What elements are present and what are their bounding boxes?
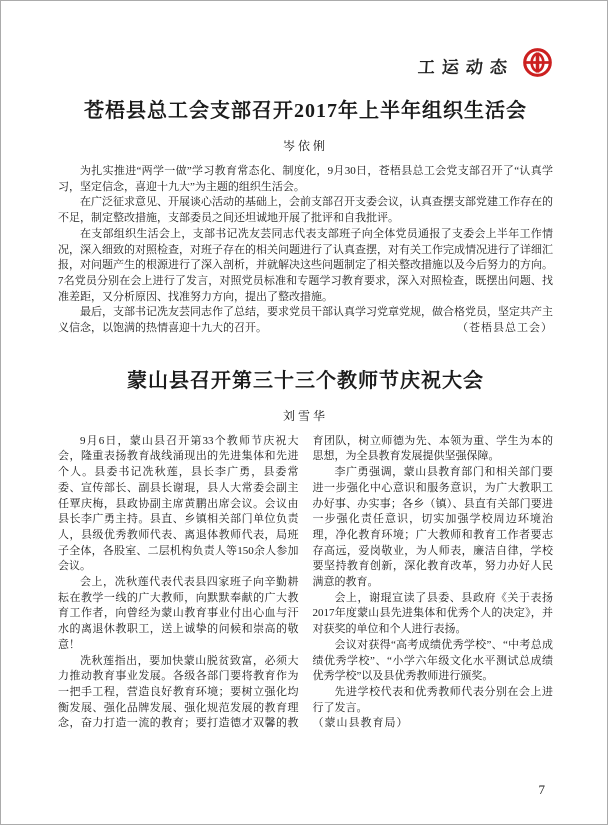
masthead-title: 工运动态 bbox=[417, 57, 515, 77]
article-2-title: 蒙山县召开第三十三个教师节庆祝大会 bbox=[127, 369, 484, 392]
article-2-author: 刘雪华 bbox=[282, 408, 328, 423]
page-number: 7 bbox=[538, 782, 545, 797]
masthead bbox=[58, 47, 553, 83]
article-2 bbox=[58, 367, 553, 732]
paragraph-text: 最后，支部书记冼友芸同志作了总结，要求党员干部认真学习党章党规，做合格党员，坚定共产主义信念，以饱满的热情喜迎十九大的召开。 bbox=[58, 306, 553, 335]
trade-union-emblem-icon bbox=[522, 47, 553, 83]
article-1 bbox=[58, 97, 553, 337]
paragraph: 在广泛征求意见、开展谈心活动的基础上，会前支部召开支委会议，认真查摆支部党建工作存在的不足，制定整改措施，支部委员之间还坦诚地开展了批评和自我批评。 bbox=[58, 196, 553, 225]
paragraph: 会议对获得“高考成绩优秀学校”、“中考总成绩优秀学校”、“小学六年级文化水平测试总成绩优秀学校”以及县优秀教师进行颁奖。 bbox=[312, 638, 553, 683]
article-1-body bbox=[58, 164, 553, 337]
page-content bbox=[1, 47, 607, 732]
paragraph: 为扎实推进“两学一做”学习教育常态化、制度化，9月30日，苍梧县总工会党支部召开了“认真学习，坚定信念，喜迎十九大”为主题的组织生活会。 bbox=[58, 165, 553, 193]
article-1-title: 苍梧县总工会支部召开2017年上半年组织生活会 bbox=[84, 100, 527, 122]
paragraph: 李广勇强调，蒙山县教育部门和相关部门要进一步强化中心意识和服务意识，为广大教职工办好事、办实事；各乡（镇）、县直有关部门要进一步强化责任意识，切实加强学校周边环境治理，净化教育环境；广大教师和教育工作者要志存高远，爱岗敬业，为人师表，廉洁自律，学校要坚持教育创新，深化教育改革，努力办好人民满意的教育。 bbox=[312, 466, 553, 589]
article-1-byline: （苍梧县总工会） bbox=[457, 322, 553, 335]
paragraph-with-byline bbox=[58, 305, 553, 336]
paragraph: 会上，谢琨宣读了县委、县政府《关于表扬2017年度蒙山县先进集体和优秀个人的决定》，并对获奖的单位和个人进行表扬。 bbox=[312, 591, 553, 636]
paragraph: 会上，冼秋莲代表代表县四家班子向辛勤耕耘在教学一线的广大教师，向默默奉献的广大教育工作者，向曾经为蒙山教育事业付出心血与汗水的离退休教职工，送上诚挚的问候和崇高的敬意！ bbox=[58, 576, 299, 651]
paragraph: 9月6日，蒙山县召开第33个教师节庆祝大会，隆重表扬教育战线涌现出的先进集体和先进个人。县委书记冼秋莲，县长李广勇，县委常委、宣传部长、副县长谢琨，县人大常委会副主任覃庆梅，县政协副主席黄鹏出席会议。会议由县长李广勇主持。县直、乡镇相关部门单位负责人，县级优秀教师代表、离退体教师代表，局班子全体，各股室、二层机构负责人等150余人参加会议。 bbox=[58, 434, 299, 573]
article-2-body-two-column bbox=[58, 434, 553, 732]
article-1-author: 岑依俐 bbox=[282, 139, 328, 153]
article-2-byline: （蒙山县教育局） bbox=[312, 717, 409, 730]
paragraph: 在支部组织生活会上，支部书记冼友芸同志代表支部班子向全体党员通报了支委会上半年工作情况，深入细致的对照检查，对班子存在的相关问题进行了认真查摆，对有关工作完成情况进行了详细汇报，对问题产生的根源进行了深入剖析，并就解决这些问题制定了相关整改措施以及今后努力的方向。7名党员分别在会上进行了发言，对照党员标准和专题学习教育要求，深入对照检查，既摆出问题、找准差距，又分析原因、找准努力方向，提出了整改措施。 bbox=[58, 227, 553, 303]
paragraph: 先进学校代表和优秀教师代表分别在会上进行了发言。 bbox=[312, 685, 553, 714]
paragraph: 冼秋莲指出，要加快蒙山脱贫致富，必须大力推动教育事业发展。各级各部门要将教育作为一把手工程，营造良好教育环境；要树立强化均衡发展、强化品牌发展、强化规范发展的教育理念，奋力打造一流的教育；要打造德才双馨的教育团队，树立师德为先、本领为重、学生为本的思想，为全县教育发展提供坚强保障。 bbox=[58, 434, 553, 730]
